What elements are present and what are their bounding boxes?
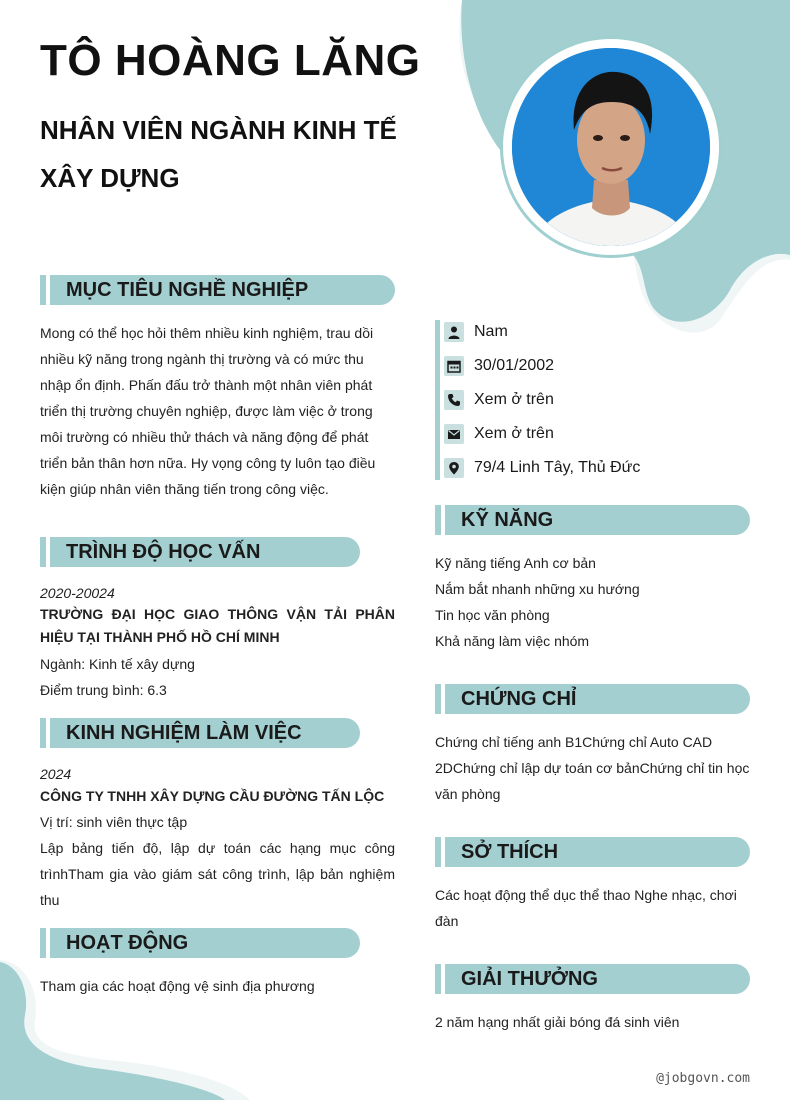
calendar-icon bbox=[444, 356, 464, 376]
section-activities-title: HOẠT ĐỘNG bbox=[66, 932, 189, 954]
experience-company: CÔNG TY TNHH XÂY DỰNG CẦU ĐƯỜNG TẤN LỘC bbox=[40, 788, 385, 804]
section-education-title: TRÌNH ĐỘ HỌC VẤN bbox=[66, 541, 261, 563]
avatar bbox=[512, 48, 710, 246]
section-skills-title: KỸ NĂNG bbox=[461, 509, 554, 531]
contact-email bbox=[444, 422, 554, 446]
avatar-frame bbox=[500, 36, 722, 258]
skill-item: Nắm bắt nhanh những xu hướng bbox=[435, 581, 640, 597]
awards-text: 2 năm hạng nhất giải bóng đá sinh viên bbox=[435, 1014, 680, 1030]
section-activities bbox=[40, 928, 360, 958]
contact-dob bbox=[444, 354, 554, 378]
objective-text: Mong có thể học hỏi thêm nhiều kinh nghiệm, trau dồi nhiều kỹ năng trong ngành thị trường và có mức thu nhập ổn định. Phấn đấu trở thành một nhân viên phát triển thị trường chuyên nghiệp, được làm việc ở trong môi trường có nhiều thử thách và năng động để phát triển bản thân hơn nữa. Hy vọng công ty luôn tạo điều kiện giúp nhân viên thăng tiến trong công việc. bbox=[40, 325, 376, 497]
section-awards-title: GIẢI THƯỞNG bbox=[461, 968, 598, 990]
skill-item: Tin học văn phòng bbox=[435, 607, 550, 623]
section-hobbies bbox=[435, 837, 750, 867]
contact-gender bbox=[444, 320, 508, 344]
skill-item: Khả năng làm việc nhóm bbox=[435, 633, 590, 649]
section-experience-title: KINH NGHIỆM LÀM VIỆC bbox=[66, 722, 302, 744]
contact-accent-bar bbox=[435, 320, 440, 480]
contact-phone bbox=[444, 388, 554, 412]
mail-icon bbox=[444, 424, 464, 444]
section-certificates-title: CHỨNG CHỈ bbox=[461, 688, 577, 710]
section-hobbies-title: SỞ THÍCH bbox=[461, 841, 559, 863]
user-icon bbox=[444, 322, 464, 342]
section-skills bbox=[435, 505, 750, 535]
job-title: NHÂN VIÊN NGÀNH KINH TẾ XÂY DỰNG bbox=[40, 115, 397, 193]
location-icon bbox=[444, 458, 464, 478]
hobbies-text: Các hoạt động thể dục thể thao Nghe nhạc, chơi đàn bbox=[435, 887, 737, 929]
section-certificates bbox=[435, 684, 750, 714]
section-education bbox=[40, 537, 360, 567]
section-objective-title: MỤC TIÊU NGHỀ NGHIỆP bbox=[66, 279, 309, 301]
education-school: TRƯỜNG ĐẠI HỌC GIAO THÔNG VẬN TẢI PHÂN HIỆU TẠI THÀNH PHỐ HỒ CHÍ MINH bbox=[40, 606, 395, 645]
contact-address-text: 79/4 Linh Tây, Thủ Đức bbox=[474, 459, 641, 476]
section-experience bbox=[40, 718, 360, 748]
contact-email-text: Xem ở trên bbox=[474, 425, 554, 442]
contact-phone-text: Xem ở trên bbox=[474, 391, 554, 408]
contact-dob-text: 30/01/2002 bbox=[474, 357, 555, 374]
contact-address bbox=[444, 456, 640, 480]
education-period: 2020-20024 bbox=[40, 585, 115, 601]
certificates-text: Chứng chỉ tiếng anh B1Chứng chỉ Auto CAD 2DChứng chỉ lập dự toán cơ bảnChứng chỉ tin học văn phòng bbox=[435, 734, 750, 802]
experience-position: Vị trí: sinh viên thực tập bbox=[40, 814, 188, 830]
phone-icon bbox=[444, 390, 464, 410]
section-objective bbox=[40, 275, 395, 305]
candidate-name: TÔ HOÀNG LĂNG bbox=[40, 36, 421, 85]
footer-watermark: @jobgovn.com bbox=[656, 1071, 750, 1086]
skill-item: Kỹ năng tiếng Anh cơ bản bbox=[435, 555, 596, 571]
education-gpa: Điểm trung bình: 6.3 bbox=[40, 682, 167, 698]
experience-description: Lập bảng tiến độ, lập dự toán các hạng mục công trìnhTham gia vào giám sát công trình, lập bản nghiệm thu bbox=[40, 840, 395, 908]
portrait-photo bbox=[512, 48, 710, 246]
activities-text: Tham gia các hoạt động vệ sinh địa phương bbox=[40, 978, 315, 994]
education-major: Ngành: Kinh tế xây dựng bbox=[40, 656, 195, 672]
contact-gender-text: Nam bbox=[474, 323, 508, 340]
experience-year: 2024 bbox=[40, 766, 72, 782]
section-awards bbox=[435, 964, 750, 994]
